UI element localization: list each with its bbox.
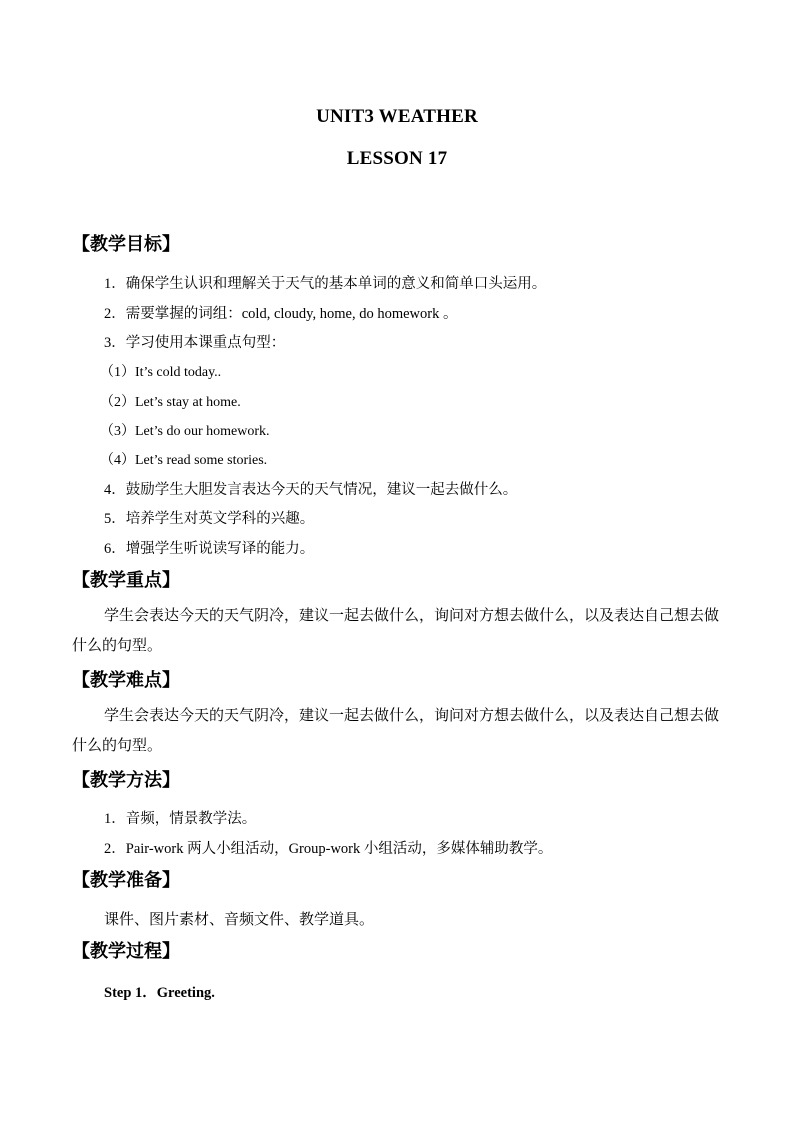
sentence-pattern-item: （1）It’s cold today.. (100, 365, 222, 380)
method-item: 2．Pair-work 两人小组活动，Group-work 小组活动，多媒体辅助教学。 (104, 841, 553, 857)
methods-heading: 【教学方法】 (72, 770, 180, 790)
lesson-subtitle: LESSON 17 (346, 148, 448, 169)
step-1-greeting: Step 1．Greeting. (104, 985, 215, 1001)
objective-item: 2．需要掌握的词组：cold, cloudy, home, do homework 。 (104, 306, 458, 322)
process-heading: 【教学过程】 (72, 941, 180, 961)
objective-item: 6．增强学生听说读写译的能力。 (104, 541, 315, 557)
sentence-pattern-item: （3）Let’s do our homework. (100, 424, 270, 439)
key-points-text: 学生会表达今天的天气阴冷，建议一起去做什么，询问对方想去做什么，以及表达自己想去做什么的句型。 (72, 608, 720, 654)
preparation-heading: 【教学准备】 (72, 870, 180, 890)
objective-item: 5．培养学生对英文学科的兴趣。 (104, 511, 315, 527)
objective-item: 1．确保学生认识和理解关于天气的基本单词的意义和简单口头运用。 (104, 276, 547, 292)
sentence-pattern-item: （4）Let’s read some stories. (100, 453, 268, 468)
key-points-heading: 【教学重点】 (72, 570, 180, 590)
document-title: UNIT3 WEATHER (316, 106, 478, 127)
objective-item: 4．鼓励学生大胆发言表达今天的天气情况，建议一起去做什么。 (104, 482, 518, 498)
objective-item: 3．学习使用本课重点句型： (104, 335, 286, 351)
difficulties-text: 学生会表达今天的天气阴冷，建议一起去做什么，询问对方想去做什么，以及表达自己想去做什么的句型。 (72, 708, 720, 754)
difficulties-heading: 【教学难点】 (72, 670, 180, 690)
sentence-pattern-item: （2）Let’s stay at home. (100, 395, 241, 410)
objectives-heading: 【教学目标】 (72, 234, 180, 254)
method-item: 1．音频，情景教学法。 (104, 811, 257, 827)
preparation-text: 课件、图片素材、音频文件、教学道具。 (104, 912, 375, 928)
